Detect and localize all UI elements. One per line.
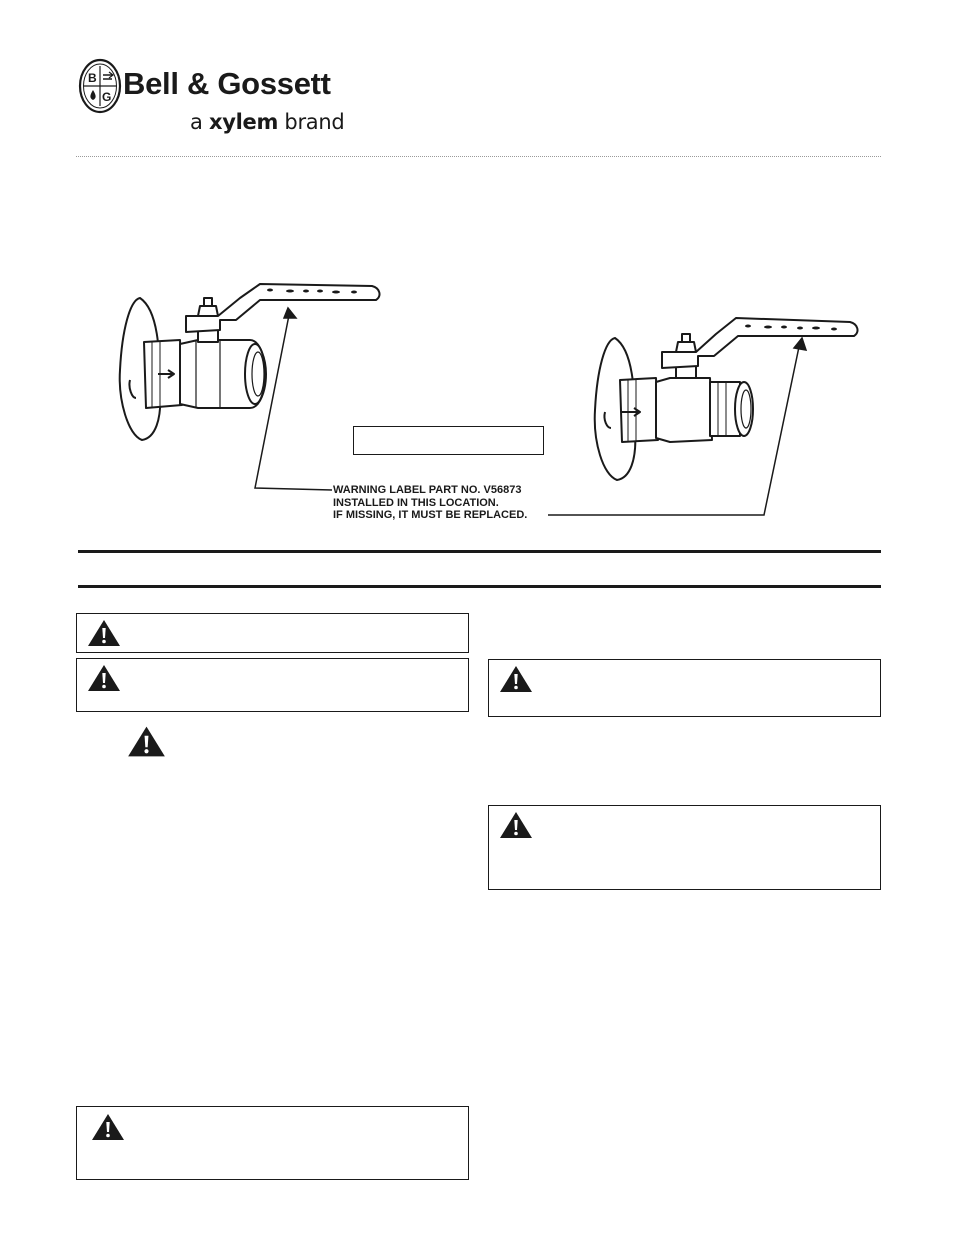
tagline-suffix: brand bbox=[284, 110, 345, 134]
logo-letter-g: G bbox=[102, 90, 112, 104]
section-rule-bottom bbox=[78, 585, 881, 588]
warning-triangle-icon bbox=[91, 1113, 125, 1141]
warning-label-line: WARNING LABEL PART NO. V56873 bbox=[333, 484, 522, 496]
warning-triangle-icon bbox=[127, 725, 166, 758]
threaded-ball-valve-drawing bbox=[120, 284, 380, 440]
warning-triangle-icon bbox=[87, 664, 121, 692]
warning-label-callout bbox=[333, 484, 527, 522]
brand-name: Bell & Gossett bbox=[123, 66, 331, 101]
warning-triangle-icon bbox=[87, 619, 121, 647]
warning-label-line: INSTALLED IN THIS LOCATION. bbox=[333, 496, 499, 509]
header-divider bbox=[76, 156, 881, 157]
warning-triangle-icon bbox=[499, 811, 533, 839]
warning-triangle-icon bbox=[499, 665, 533, 693]
warning-box bbox=[76, 658, 469, 712]
tagline-prefix: a bbox=[190, 110, 203, 134]
warning-label-line: IF MISSING, IT MUST BE REPLACED. bbox=[333, 509, 528, 521]
warning-box bbox=[488, 659, 881, 717]
tagline-brand: xylem bbox=[208, 110, 279, 134]
warning-box bbox=[488, 805, 881, 890]
brand-tagline bbox=[190, 110, 344, 134]
logo-letter-b: B bbox=[88, 71, 97, 85]
bell-gossett-logo bbox=[78, 58, 122, 114]
section-rule-top bbox=[78, 550, 881, 553]
sweat-ball-valve-drawing bbox=[595, 318, 858, 480]
blank-label-box bbox=[353, 426, 544, 455]
warning-box bbox=[76, 613, 469, 653]
warning-box bbox=[76, 1106, 469, 1180]
